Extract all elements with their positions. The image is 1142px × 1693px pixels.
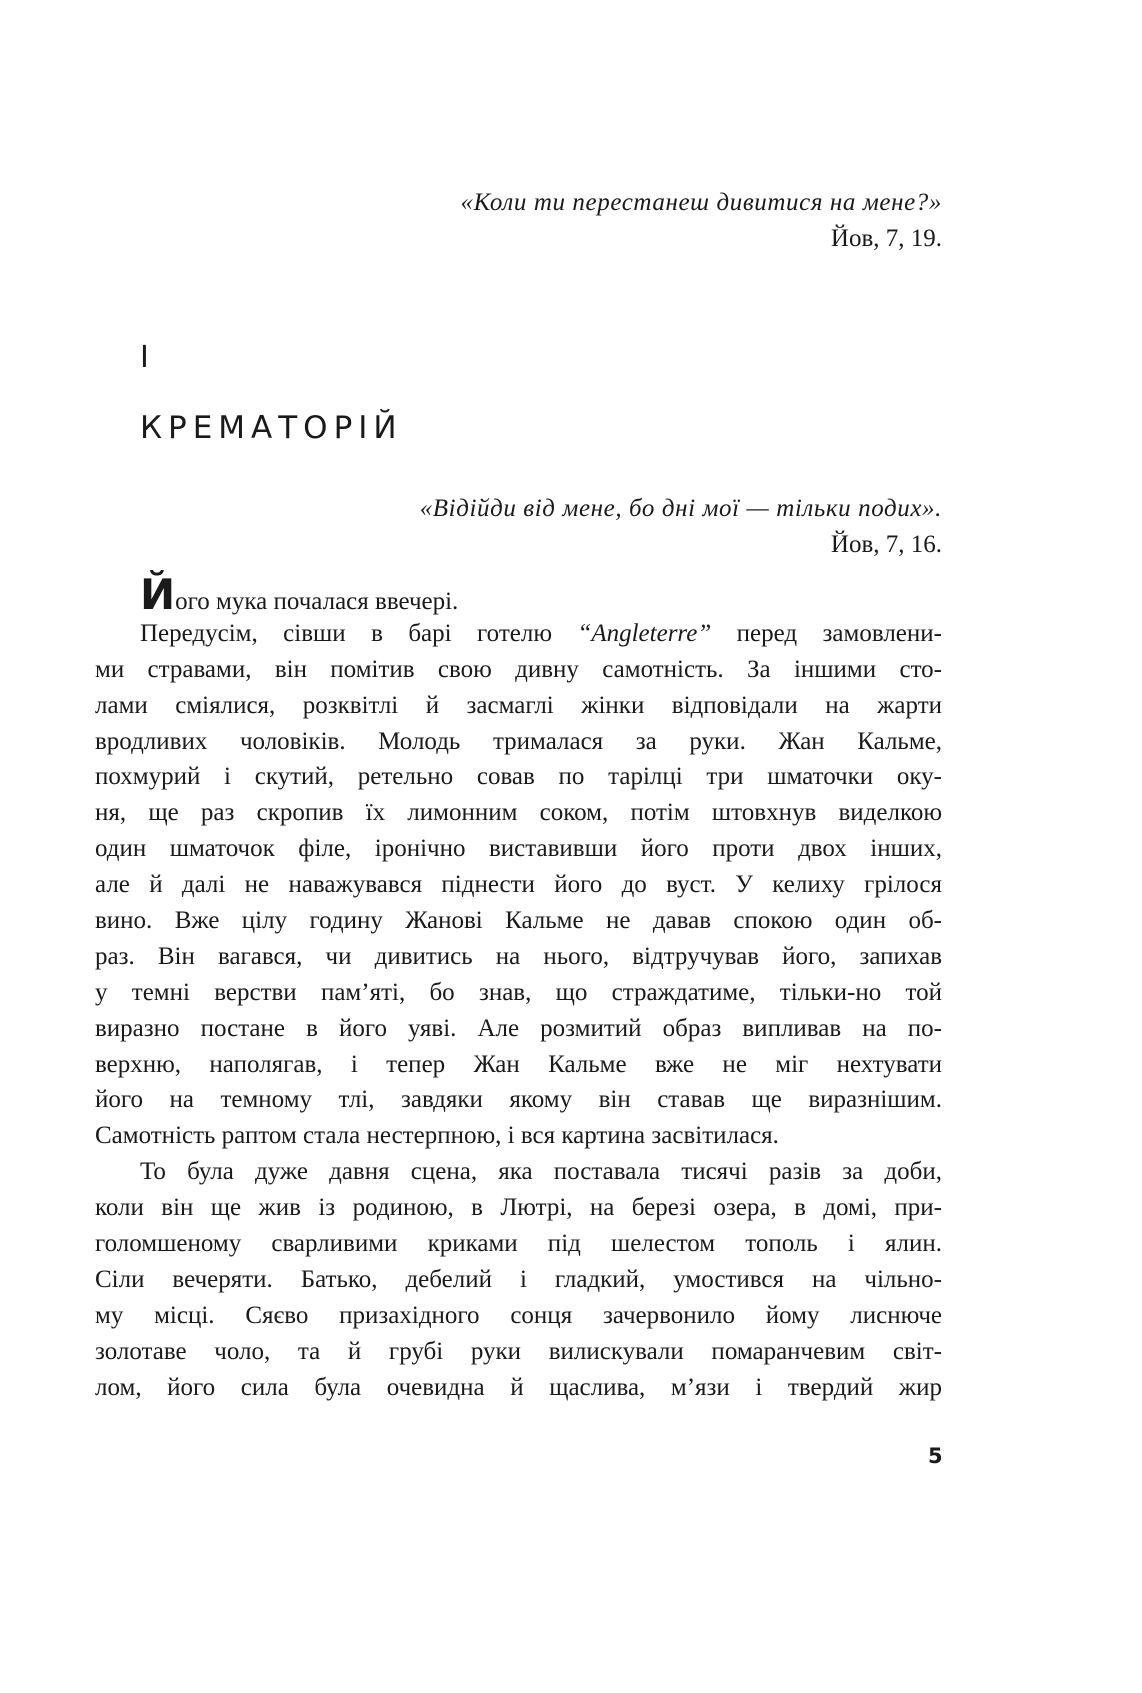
paragraph-line: його на темному тлі, завдяки якому він ставав ще виразнішим. xyxy=(95,1086,942,1114)
line-text: Передусім, сівши в барі готелю xyxy=(140,619,578,647)
paragraph-line: але й далі не наважувався піднести його до вуст. У келиху грілося xyxy=(95,871,942,899)
drop-cap: Й xyxy=(140,570,176,619)
paragraph-line: раз. Він вагався, чи дивитись на нього, відтручував його, запихав xyxy=(95,942,942,970)
paragraph-line: Сіли вечеряти. Батько, дебелий і гладкий, умостився на чільно- xyxy=(95,1265,942,1293)
paragraph-line: у темні верстви пам’яті, бо знав, що страждатиме, тільки-но той xyxy=(95,978,942,1006)
paragraph-line: лами сміялися, розквітлі й засмаглі жінки відповідали на жарти xyxy=(95,691,942,719)
chapter-epigraph xyxy=(420,491,942,563)
paragraph-line: То була дуже давня сцена, яка поставала тисячі разів за доби, xyxy=(140,1158,942,1186)
paragraph-line: похмурий і скутий, ретельно совав по тарілці три шматочки оку- xyxy=(95,763,942,791)
paragraph-line: коли він ще жив із родиною, в Лютрі, на березі озера, в домі, при- xyxy=(95,1194,942,1222)
paragraph-line: Самотність раптом стала нестерпною, і вся картина засвітилася. xyxy=(95,1122,779,1150)
chapter-title: КРЕМАТОРІЙ xyxy=(140,410,403,446)
paragraph-line: вино. Вже цілу годину Жанові Кальме не давав спокою один об- xyxy=(95,907,942,935)
page-number: 5 xyxy=(928,1444,943,1468)
line-text: ого мука почалася ввечері. xyxy=(175,588,459,615)
paragraph-line: один шматочок філе, іронічно виставивши його проти двох інших, xyxy=(95,835,942,863)
chapter-number: I xyxy=(140,340,149,375)
paragraph-line: золотаве чоло, та й грубі руки вилискували помаранчевим світ- xyxy=(95,1337,942,1365)
body-text xyxy=(95,570,942,1405)
epigraph-top xyxy=(461,185,942,257)
epigraph-quote: «Відійди від мене, бо дні мої — тільки подих». xyxy=(419,495,942,522)
epigraph-source: Йов, 7, 19. xyxy=(830,225,942,252)
paragraph-line: верхню, наполягав, і тепер Жан Кальме вже не міг нехтувати xyxy=(95,1050,942,1078)
paragraph-line xyxy=(95,616,942,652)
paragraph-line: ми стравами, він помітив свою дивну самотність. За іншими сто- xyxy=(95,655,942,683)
epigraph-quote: «Коли ти перестанеш дивитися на мене?» xyxy=(460,189,942,216)
paragraph-line: му місці. Сяєво призахідного сонця зачервонило йому лиснюче xyxy=(95,1301,942,1329)
paragraph-line xyxy=(95,570,942,619)
paragraph-line: ня, ще раз скропив їх лимонним соком, потім штовхнув виделкою xyxy=(95,799,942,827)
paragraph-line: вродливих чоловіків. Молодь трималася за руки. Жан Кальме, xyxy=(95,727,942,755)
line-text: перед замовлени- xyxy=(711,619,942,647)
paragraph-line: лом, його сила була очевидна й щаслива, м’язи і твердий жир xyxy=(95,1373,942,1401)
paragraph-line: голомшеному сварливими криками під шелестом тополь і ялин. xyxy=(95,1230,942,1258)
paragraph-line: виразно постане в його уяві. Але розмитий образ випливав на по- xyxy=(95,1014,942,1042)
hotel-name: “Angleterre” xyxy=(577,619,712,647)
epigraph-source: Йов, 7, 16. xyxy=(830,531,942,558)
